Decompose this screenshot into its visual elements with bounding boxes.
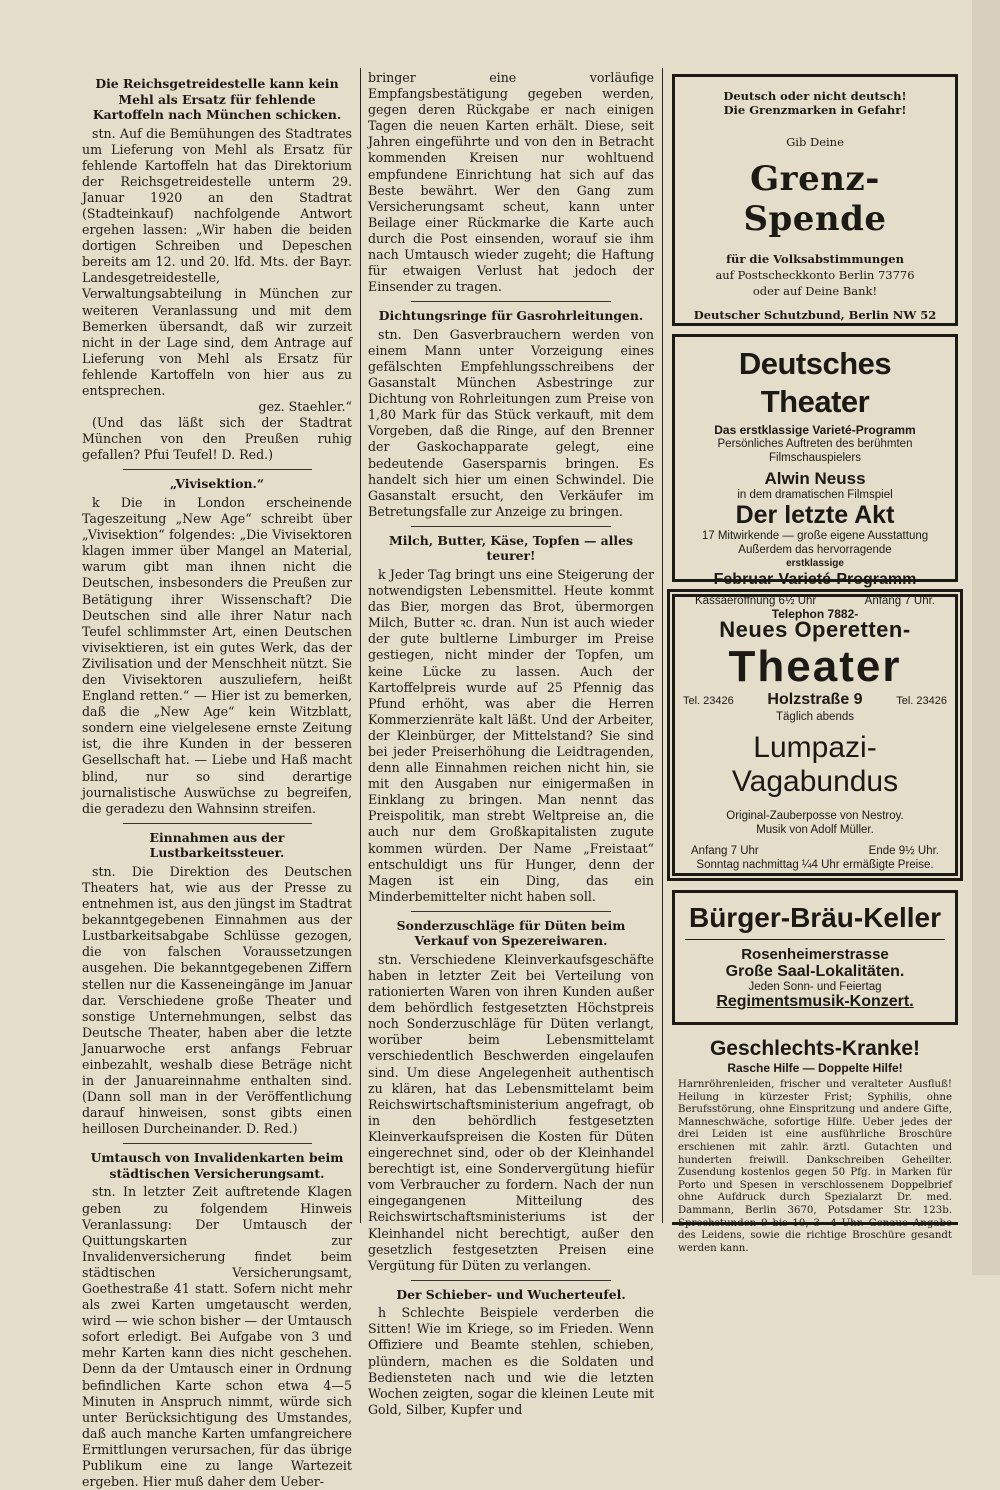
- divider: [411, 301, 611, 302]
- article-paragraph: h Schlechte Beispiele verderben die Sitten! Wie im Kriege, so im Frieden. Wenn Offiziere und Beamte stehlen, schieben, plündern, machen es die Soldaten und Bediensteten nach und wie die letzten Wochen zeigten, sogar die kleinen Leute mit Gold, Silber, Kupfer und: [368, 1305, 654, 1417]
- article-title: Der Schieber- und Wucherteufel.: [396, 1286, 626, 1302]
- ad-text: Anfang 7 Uhr.: [864, 595, 935, 607]
- ad-operetten-theater: [672, 594, 958, 876]
- column-middle: [368, 70, 654, 1418]
- ad-headline: Theater: [728, 642, 902, 691]
- article-paragraph: stn. Verschiedene Kleinverkaufsgeschäfte haben in letzter Zeit bei Verteilung von rationierten Waren von ihren Kunden außer dem behördlich festgesetzten Höchstpreis noch Sonderzuschläge für Düten verlangt, worüber beim Lebensmittelamt verschiedentlich Beschwerden eingelaufen sind. Um diese Angelegenheit authentisch zu klären, hat das Lebensmittelamt beim Reichswirtschaftsministerium angefragt, ob in den behördlich festgesetzten Kleinverkaufspreisen die Kosten für Düten eingerechnet sind, oder ob der Kleinhandel berechtigt ist, eine Sondervergütung hiefür vom Verbraucher zu fordern. Nach der nun eingegangenen Mitteilung des Reichswirtschaftsministeriums ist der Kleinhandel nicht berechtigt, außer den gesetzlich festgesetzten Preisen eine Vergütung für Düten zu verlangen.: [368, 951, 654, 1273]
- divider: [411, 526, 611, 527]
- ad-text: Große Saal-Lokalitäten.: [725, 963, 905, 980]
- divider: [123, 823, 312, 824]
- ad-text: Anfang 7 Uhr: [691, 845, 759, 857]
- ad-text: Außerdem das hervorragende: [738, 544, 892, 556]
- article-paragraph: stn. In letzter Zeit auftretende Klagen geben zu folgendem Hinweis Veranlassung: Der Umtausch der Quittungskarten zur Invalidenversicherung findet beim städtischen Versicherungsamt, Goethestraße 41 statt. Sofern nicht mehr als zwei Karten umgetauscht werden, wird — wie schon bisher — der Umtausch sofort erledigt. Bei Aufgabe von 3 und mehr Karten kann dies nicht geschehen. Denn da der Umtausch einer in Ordnung befindlichen Karte schon etwa 4—5 Minuten in Anspruch nimmt, würde sich unter Berücksichtigung des Umstandes, daß auch manche Karten umfangreichere Ermittlungen verursachen, für das übrige Publikum eine zu lange Wartezeit ergeben. Hier muß daher dem Ueber-: [82, 1184, 352, 1490]
- article-title: Umtausch von Invalidenkarten beim städtischen Versicherungsamt.: [90, 1150, 344, 1181]
- article-paragraph: (Und das läßt sich der Stadtrat München von den Preußen ruhig gefallen? Pfui Teufel! D. Red.): [82, 415, 352, 463]
- ad-geschlechts-kranke: [672, 1033, 958, 1254]
- divider: [672, 1222, 958, 1225]
- ad-name: Alwin Neuss: [764, 469, 866, 488]
- ad-headline: Grenz-Spende: [743, 159, 887, 239]
- ad-headline: Lumpazi-: [753, 731, 877, 764]
- ad-text: Deutscher Schutzbund, Berlin NW 52: [693, 308, 937, 322]
- ad-text: Die Grenzmarken in Gefahr!: [723, 103, 907, 117]
- ad-text: Filmschauspielers: [768, 452, 862, 464]
- article-title: Die Reichsgetreidestelle kann kein Mehl als Ersatz für fehlende Kartoffeln nach München schicken.: [92, 76, 342, 122]
- article-paragraph: k Jeder Tag bringt uns eine Steigerung der notwendigsten Lebensmittel. Heute kommt das Bier, morgen das Brot, übermorgen Milch, Butter ꝛc. dran. Nun ist auch wieder der gute bultlerne Limburger im Preise gestiegen, nicht minder der Topfen, um keine Lücke zu lassen. Auch der Kartoffelpreis wurde auf 25 Pfennig das Pfund erhöht, was aber die Herren Kommerzienräte kalt läßt. Und der Arbeiter, der Kleinbürger, der Mittelstand? Sie sind bei jeder Preiserhöhung die Leidtragenden, denn alle Einnahmen reichen nicht hin, sie mit den Ausgaben nur einigermaßen in Einklang zu bringen. Man nennt das Preispolitik, man strebt Weltpreise an, die auch nur dem Großkapitalisten zugute kommen würden. Der Name „Freistaat“ entschuldigt uns für Hunger, denn der Magen ist ein Ding, das ein Minderbemittelter nicht haben soll.: [368, 566, 654, 904]
- ad-text: Neues Operetten-: [719, 617, 911, 642]
- ads-column: [672, 74, 958, 1254]
- ad-text: Holzstraße 9: [767, 691, 863, 708]
- article-title: Einnahmen aus der Lustbarkeitssteuer.: [149, 829, 285, 861]
- article-paragraph: stn. Den Gasverbrauchern werden von einem Mann unter Vorzeigung eines gefälschten Empfehlungsschreibens der Gasanstalt München Asbestringe zur Dichtung von Rohrleitungen zum Preise von 1,80 Mark für das Stück verkauft, mit dem Vorgeben, daß die Ringe, auf den Brenner der Gaskochapparate gelegt, eine bedeutende Gasersparnis bringen. Es handelt sich hier um einen Schwindel. Die Gasanstalt ersucht, den Verkäufer im Betretungsfalle zur Anzeige zu bringen.: [368, 326, 654, 519]
- column-left: [82, 70, 352, 1490]
- ad-text: Das erstklassige Varieté-Programm: [714, 423, 916, 437]
- page-edge: [972, 0, 1000, 1275]
- ad-grenz-spende: [672, 74, 958, 326]
- column-rule: [360, 68, 361, 1223]
- article-title: Dichtungsringe für Gasrohrleitungen.: [378, 308, 644, 324]
- ad-text: Rosenheimerstrasse: [741, 946, 889, 963]
- ad-headline: Geschlechts-Kranke!: [709, 1037, 921, 1060]
- ad-text: erstklassige: [786, 558, 844, 569]
- article-paragraph: stn. Die Direktion des Deutschen Theaters hat, wie aus der Presse zu entnehmen ist, aus den jüngst im Stadtrat bekanntgegebenen Einnahmen aus der Lustbarkeitsabgabe Schlüsse gezogen, die von falschen Voraussetzungen ausgehen. Die bekanntgegebenen Ziffern stellen nur die Kasseneingänge im Januar dar. Verschiedene große Theater und sonstige Unternehmungen, selbst das Deutsche Theater, haben aber die letzte Januarwoche erst anfangs Februar einbezahlt, weshalb diese Beträge nicht in der Januareinnahme enthalten sind. (Dann soll man in der Veröffentlichung darauf hinweisen, sonst gibts einen heillosen Durcheinander. D. Red.): [82, 863, 352, 1137]
- ad-text: Regimentsmusik-Konzert.: [716, 993, 914, 1010]
- article-paragraph: bringer eine vorläufige Empfangsbestätigung gegeben werden, gegen deren Rückgabe er nach einigen Tagen die neuen Karten erhält. Diese, seit Jahren eingeführte und von den in Betracht kommenden Kreisen nur wohltuend empfundene Einrichtung hat sich auf das Beste bewährt. Wer den Gang zum Versicherungsamt scheut, kann unter Beilage einer Rückmarke die Karte auch durch die Post einsenden, worauf sie ihm nach Umtausch wieder zugeht; die Haftung für etwaigen Verlust hat jedoch der Einsender zu tragen.: [368, 70, 654, 295]
- article-title: „Vivisektion.“: [170, 476, 264, 492]
- ad-headline: Deutsches Theater: [738, 346, 892, 419]
- ad-text: Original-Zauberposse von Nestroy.: [726, 810, 904, 822]
- divider: [123, 1143, 312, 1144]
- ad-text: auf Postscheckkonto Berlin 73776: [715, 268, 915, 282]
- ad-text: für die Volksabstimmungen: [726, 252, 904, 266]
- ad-deutsches-theater: [672, 334, 958, 621]
- article-title: Milch, Butter, Käse, Topfen — alles teurer!: [389, 532, 633, 564]
- ad-row: [683, 691, 947, 709]
- divider: [123, 469, 312, 470]
- ad-headline: Der letzte Akt: [735, 501, 895, 529]
- ad-body: Harnröhrenleiden, frischer und veralteter Ausfluß! Heilung in kürzester Frist; Syphilis, ohne Berufsstörung, ohne Einspritzung und andere Gifte, Manneschwäche, sofortige Hilfe. Ueber jedes der drei Leiden ist eine ausführliche Broschüre erschienen mit zahlr. ärztl. Gutachten und hunderten freiwill. Dankschreiben Geheilter. Zusendung kostenlos gegen 50 Pfg. in Marken für Porto und Spesen in verschlossenem Doppelbrief ohne Aufdruck durch Spezialarzt Dr. med. Dammann, Berlin 3670, Potsdamer Str. 123b. Sprechstunden 9 bis 10, 3—4 Uhr. Genaue Angabe des Leidens, sowie die richtige Broschüre gesandt werden kann.: [678, 1079, 952, 1254]
- ad-text: Tel. 23426: [683, 695, 734, 707]
- divider: [411, 911, 611, 912]
- ad-headline: Bürger-Bräu-Keller: [685, 901, 945, 940]
- ad-buerger-braeu-keller: [672, 890, 958, 1025]
- ad-text: oder auf Deine Bank!: [752, 284, 878, 298]
- column-rule: [662, 68, 663, 1223]
- ad-text: Persönliches Auftreten des berühmten: [717, 438, 913, 450]
- ad-text: Telephon 7882-: [771, 607, 859, 621]
- ad-headline: Vagabundus: [731, 765, 899, 798]
- article-signature: gez. Staehler.“: [258, 399, 352, 415]
- divider: [411, 1280, 611, 1281]
- ad-text: Februar-Varieté-Programm: [713, 571, 917, 588]
- ad-text: in dem dramatischen Filmspiel: [737, 489, 893, 501]
- ad-text: Deutsch oder nicht deutsch!: [723, 89, 907, 103]
- ad-text: Kassaeröffnung 6½ Uhr: [695, 595, 817, 607]
- ad-text: Tel. 23426: [896, 695, 947, 707]
- article-title: Sonderzuschläge für Düten beim Verkauf von Spezereiwaren.: [396, 917, 626, 949]
- ad-text: Musik von Adolf Müller.: [756, 824, 874, 836]
- ad-text: Gib Deine: [786, 135, 844, 149]
- ad-text: [683, 251, 947, 267]
- ad-text: 17 Mitwirkende — große eigene Ausstattung: [701, 530, 929, 542]
- ad-text: Ende 9½ Uhr.: [868, 845, 939, 857]
- ad-text: Sonntag nachmittag ¼4 Uhr ermäßigte Preise.: [696, 859, 934, 871]
- ad-text: Jeden Sonn- und Feiertag: [748, 981, 882, 993]
- article-paragraph: k Die in London erscheinende Tageszeitung „New Age“ schreibt über „Vivisektion“ folgendes: „Die Vivisektoren klagen immer über Mangel an Material, warum gibt man ihnen nicht die Deutschen, insbesonders die Preußen zur Betätigung ihrer Wissenschaft? Die Deutschen sind alle ihrer Natur nach Teufel schlimmster Art, einen Deutschen vivisektieren, ist ein gutes Werk, das der Zivilisation und der Menschheit nützt. Sie den Vivisektoren auszuliefern, heißt England retten.“ — Hier ist zu bemerken, daß die „New Age“ kein Witzblatt, sondern eine vielgelesene ernste Zeitung ist, die ihre Kunden in der besseren Gesellschaft hat. — Liebe und Haß macht blind, nur so sind derartige journalistische Auswüchse zu begreifen, die geradezu den Wahnsinn streifen.: [82, 494, 352, 816]
- ad-row: [683, 845, 947, 857]
- ad-text: Rasche Hilfe — Doppelte Hilfe!: [727, 1061, 903, 1075]
- article-paragraph: stn. Auf die Bemühungen des Stadtrates um Lieferung von Mehl als Ersatz für fehlende Kartoffeln hat das Direktorium der Reichsgetreidestelle unterm 29. Januar 1920 an den Stadtrat (Stadteinkauf) nachfolgende Antwort ergehen lassen: „Wir haben die beiden dortigen Schreiben und Depeschen bereits am 12. und 20. lfd. Mts. der Bayr. Landesgetreidestelle, Verwaltungsabteilung in München zur weiteren Veranlassung und mit dem Bemerken übersandt, daß wir zurzeit nicht in der Lage sind, dem Antrage auf Lieferung von Mehl als Ersatz für fehlende Kartoffeln von hier aus zu entsprechen.: [82, 125, 352, 398]
- ad-text: Täglich abends: [776, 711, 854, 723]
- ad-text: [683, 307, 947, 323]
